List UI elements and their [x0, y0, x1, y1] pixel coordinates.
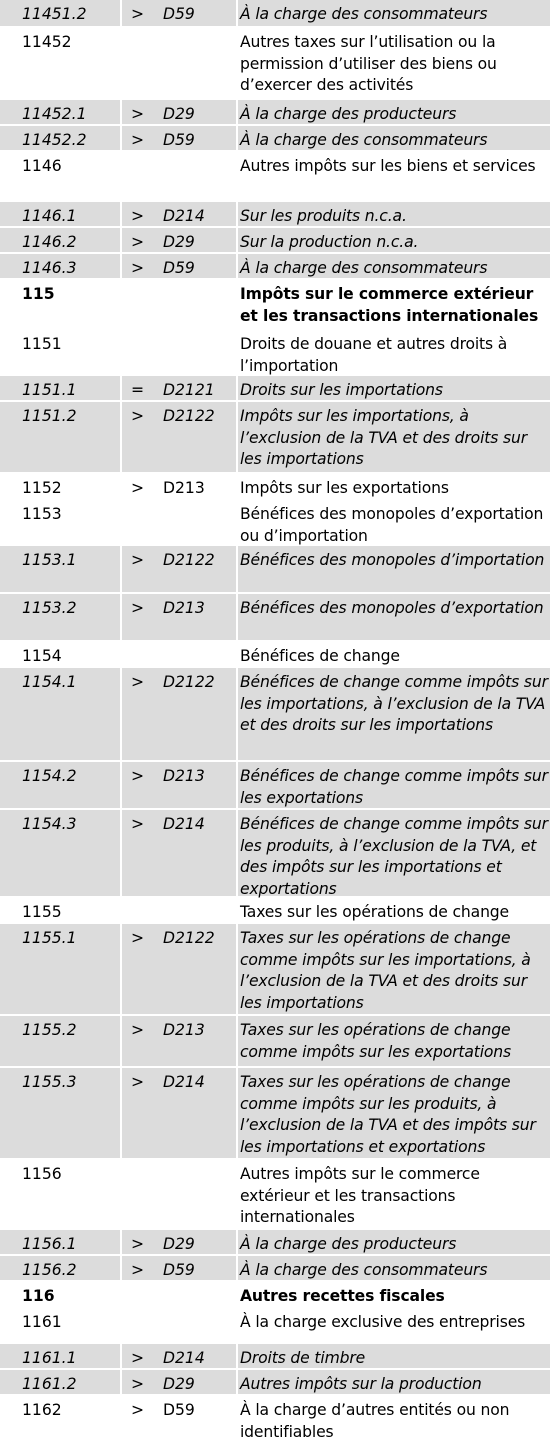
- table-row: [0, 376, 550, 402]
- row-description: Bénéfices de change comme impôts sur les produits, à l’exclusion de la TVA, et des impôts sur les importations et exportations: [240, 815, 548, 898]
- row-description: À la charge des consommateurs: [240, 1261, 488, 1279]
- row-relation: >: [131, 929, 145, 947]
- row-description: Autres impôts sur le commerce extérieur et les transactions internationales: [240, 1165, 480, 1226]
- row-code: 1156.1: [22, 1235, 77, 1253]
- table-row: [0, 642, 550, 668]
- table-row: [0, 1068, 550, 1160]
- row-description: Taxes sur les opérations de change comme impôts sur les exportations: [240, 1021, 511, 1061]
- row-description: À la charge des consommateurs: [240, 5, 488, 23]
- table-row: [0, 1282, 550, 1308]
- column-divider: [236, 0, 238, 1448]
- table-row: [0, 1308, 550, 1344]
- row-description: Bénéfices des monopoles d’importation: [240, 551, 545, 569]
- row-relation: >: [131, 673, 145, 691]
- row-relation: >: [131, 1375, 145, 1393]
- row-relation: >: [131, 1349, 145, 1367]
- row-relation: >: [131, 767, 145, 785]
- row-sna-code: D213: [163, 1021, 205, 1039]
- row-description: À la charge d’autres entités ou non identifiables: [240, 1401, 510, 1441]
- row-code: 1154.1: [22, 673, 77, 691]
- row-code: 1162: [22, 1401, 62, 1419]
- table-row: [0, 500, 550, 546]
- row-code: 1154.2: [22, 767, 77, 785]
- row-sna-code: D59: [163, 131, 195, 149]
- row-code: 1155.3: [22, 1073, 77, 1091]
- row-code: 11452.2: [22, 131, 87, 149]
- row-description: Bénéfices de change: [240, 647, 400, 665]
- row-description: Impôts sur les exportations: [240, 479, 449, 497]
- row-code: 1146.3: [22, 259, 77, 277]
- table-row: [0, 152, 550, 202]
- row-sna-code: D29: [163, 1375, 195, 1393]
- table-row: [0, 1370, 550, 1396]
- row-code: 1154.3: [22, 815, 77, 833]
- row-sna-code: D29: [163, 105, 195, 123]
- table-row: [0, 546, 550, 594]
- row-code: 1155.2: [22, 1021, 77, 1039]
- row-description: Bénéfices des monopoles d’exportation: [240, 599, 544, 617]
- row-description: Droits de timbre: [240, 1349, 366, 1367]
- table-row: [0, 1256, 550, 1282]
- row-description: Impôts sur le commerce extérieur et les transactions internationales: [240, 285, 539, 325]
- row-relation: >: [131, 131, 145, 149]
- row-description: Bénéfices de change comme impôts sur les exportations: [240, 767, 548, 807]
- table-row: [0, 1230, 550, 1256]
- row-description: Autres recettes fiscales: [240, 1287, 445, 1305]
- row-code: 1151.1: [22, 381, 77, 399]
- row-sna-code: D2122: [163, 673, 215, 691]
- row-code: 1153: [22, 505, 62, 523]
- table-row: [0, 254, 550, 280]
- row-sna-code: D2122: [163, 929, 215, 947]
- row-sna-code: D214: [163, 1349, 205, 1367]
- row-sna-code: D213: [163, 599, 205, 617]
- row-description: Taxes sur les opérations de change comme impôts sur les importations, à l’exclusion de la TVA et des droits sur les importations: [240, 929, 531, 1012]
- row-description: Bénéfices de change comme impôts sur les importations, à l’exclusion de la TVA et des droits sur les importations: [240, 673, 548, 734]
- row-code: 11451.2: [22, 5, 87, 23]
- row-code: 115: [22, 285, 55, 303]
- row-description: Autres impôts sur la production: [240, 1375, 482, 1393]
- row-code: 116: [22, 1287, 55, 1305]
- table-row: [0, 228, 550, 254]
- row-code: 11452.1: [22, 105, 87, 123]
- row-relation: >: [131, 479, 145, 497]
- row-code: 1151.2: [22, 407, 77, 425]
- row-sna-code: D2122: [163, 551, 215, 569]
- table-row: [0, 28, 550, 100]
- row-description: Autres taxes sur l’utilisation ou la permission d’utiliser des biens ou d’exercer des activités: [240, 33, 497, 94]
- table-row: [0, 1396, 550, 1448]
- row-sna-code: D59: [163, 1401, 195, 1419]
- table-row: [0, 100, 550, 126]
- row-sna-code: D29: [163, 233, 195, 251]
- row-description: Droits de douane et autres droits à l’importation: [240, 335, 508, 375]
- row-sna-code: D2122: [163, 407, 215, 425]
- row-relation: >: [131, 105, 145, 123]
- table-row: [0, 202, 550, 228]
- table-row: [0, 330, 550, 376]
- table-row: [0, 594, 550, 642]
- row-relation: =: [131, 381, 145, 399]
- row-code: 1152: [22, 479, 62, 497]
- row-description: Impôts sur les importations, à l’exclusion de la TVA et des droits sur les importations: [240, 407, 527, 468]
- table-row: [0, 924, 550, 1016]
- table-row: [0, 402, 550, 474]
- row-relation: >: [131, 1073, 145, 1091]
- table-row: [0, 280, 550, 330]
- row-code: 11452: [22, 33, 72, 51]
- row-relation: >: [131, 599, 145, 617]
- row-relation: >: [131, 407, 145, 425]
- row-code: 1154: [22, 647, 62, 665]
- row-sna-code: D59: [163, 5, 195, 23]
- table-row: [0, 1344, 550, 1370]
- row-code: 1153.1: [22, 551, 77, 569]
- row-code: 1155: [22, 903, 62, 921]
- row-code: 1151: [22, 335, 62, 353]
- row-code: 1161: [22, 1313, 62, 1331]
- row-sna-code: D59: [163, 259, 195, 277]
- row-sna-code: D2121: [163, 381, 215, 399]
- row-code: 1161.1: [22, 1349, 77, 1367]
- row-relation: >: [131, 259, 145, 277]
- table-row: [0, 762, 550, 810]
- table-row: [0, 810, 550, 898]
- row-description: Taxes sur les opérations de change: [240, 903, 509, 921]
- row-description: Droits sur les importations: [240, 381, 443, 399]
- row-code: 1146: [22, 157, 62, 175]
- row-description: Sur les produits n.c.a.: [240, 207, 407, 225]
- row-sna-code: D214: [163, 1073, 205, 1091]
- column-divider: [120, 0, 122, 1448]
- table-row: [0, 898, 550, 924]
- row-code: 1146.1: [22, 207, 77, 225]
- row-description: Autres impôts sur les biens et services: [240, 157, 536, 175]
- row-code: 1146.2: [22, 233, 77, 251]
- row-sna-code: D59: [163, 1261, 195, 1279]
- row-description: Bénéfices des monopoles d’exportation ou d’importation: [240, 505, 544, 545]
- row-relation: >: [131, 5, 145, 23]
- row-code: 1155.1: [22, 929, 77, 947]
- table-row: [0, 126, 550, 152]
- table-row: [0, 474, 550, 500]
- row-code: 1156.2: [22, 1261, 77, 1279]
- row-code: 1156: [22, 1165, 62, 1183]
- row-relation: >: [131, 551, 145, 569]
- row-description: Sur la production n.c.a.: [240, 233, 419, 251]
- row-relation: >: [131, 1021, 145, 1039]
- row-relation: >: [131, 1235, 145, 1253]
- row-description: À la charge des consommateurs: [240, 131, 488, 149]
- row-sna-code: D214: [163, 207, 205, 225]
- row-description: À la charge des producteurs: [240, 105, 457, 123]
- table-row: [0, 0, 550, 28]
- table-row: [0, 1016, 550, 1068]
- row-relation: >: [131, 1261, 145, 1279]
- row-sna-code: D213: [163, 767, 205, 785]
- row-description: À la charge des producteurs: [240, 1235, 457, 1253]
- row-description: À la charge exclusive des entreprises: [240, 1313, 526, 1331]
- row-sna-code: D213: [163, 479, 205, 497]
- row-description: Taxes sur les opérations de change comme impôts sur les produits, à l’exclusion de la TVA et des impôts sur les importations et exportations: [240, 1073, 536, 1156]
- row-relation: >: [131, 233, 145, 251]
- row-code: 1153.2: [22, 599, 77, 617]
- table-row: [0, 668, 550, 762]
- row-code: 1161.2: [22, 1375, 77, 1393]
- row-relation: >: [131, 1401, 145, 1419]
- table-row: [0, 1160, 550, 1230]
- row-description: À la charge des consommateurs: [240, 259, 488, 277]
- row-relation: >: [131, 815, 145, 833]
- row-relation: >: [131, 207, 145, 225]
- row-sna-code: D214: [163, 815, 205, 833]
- row-sna-code: D29: [163, 1235, 195, 1253]
